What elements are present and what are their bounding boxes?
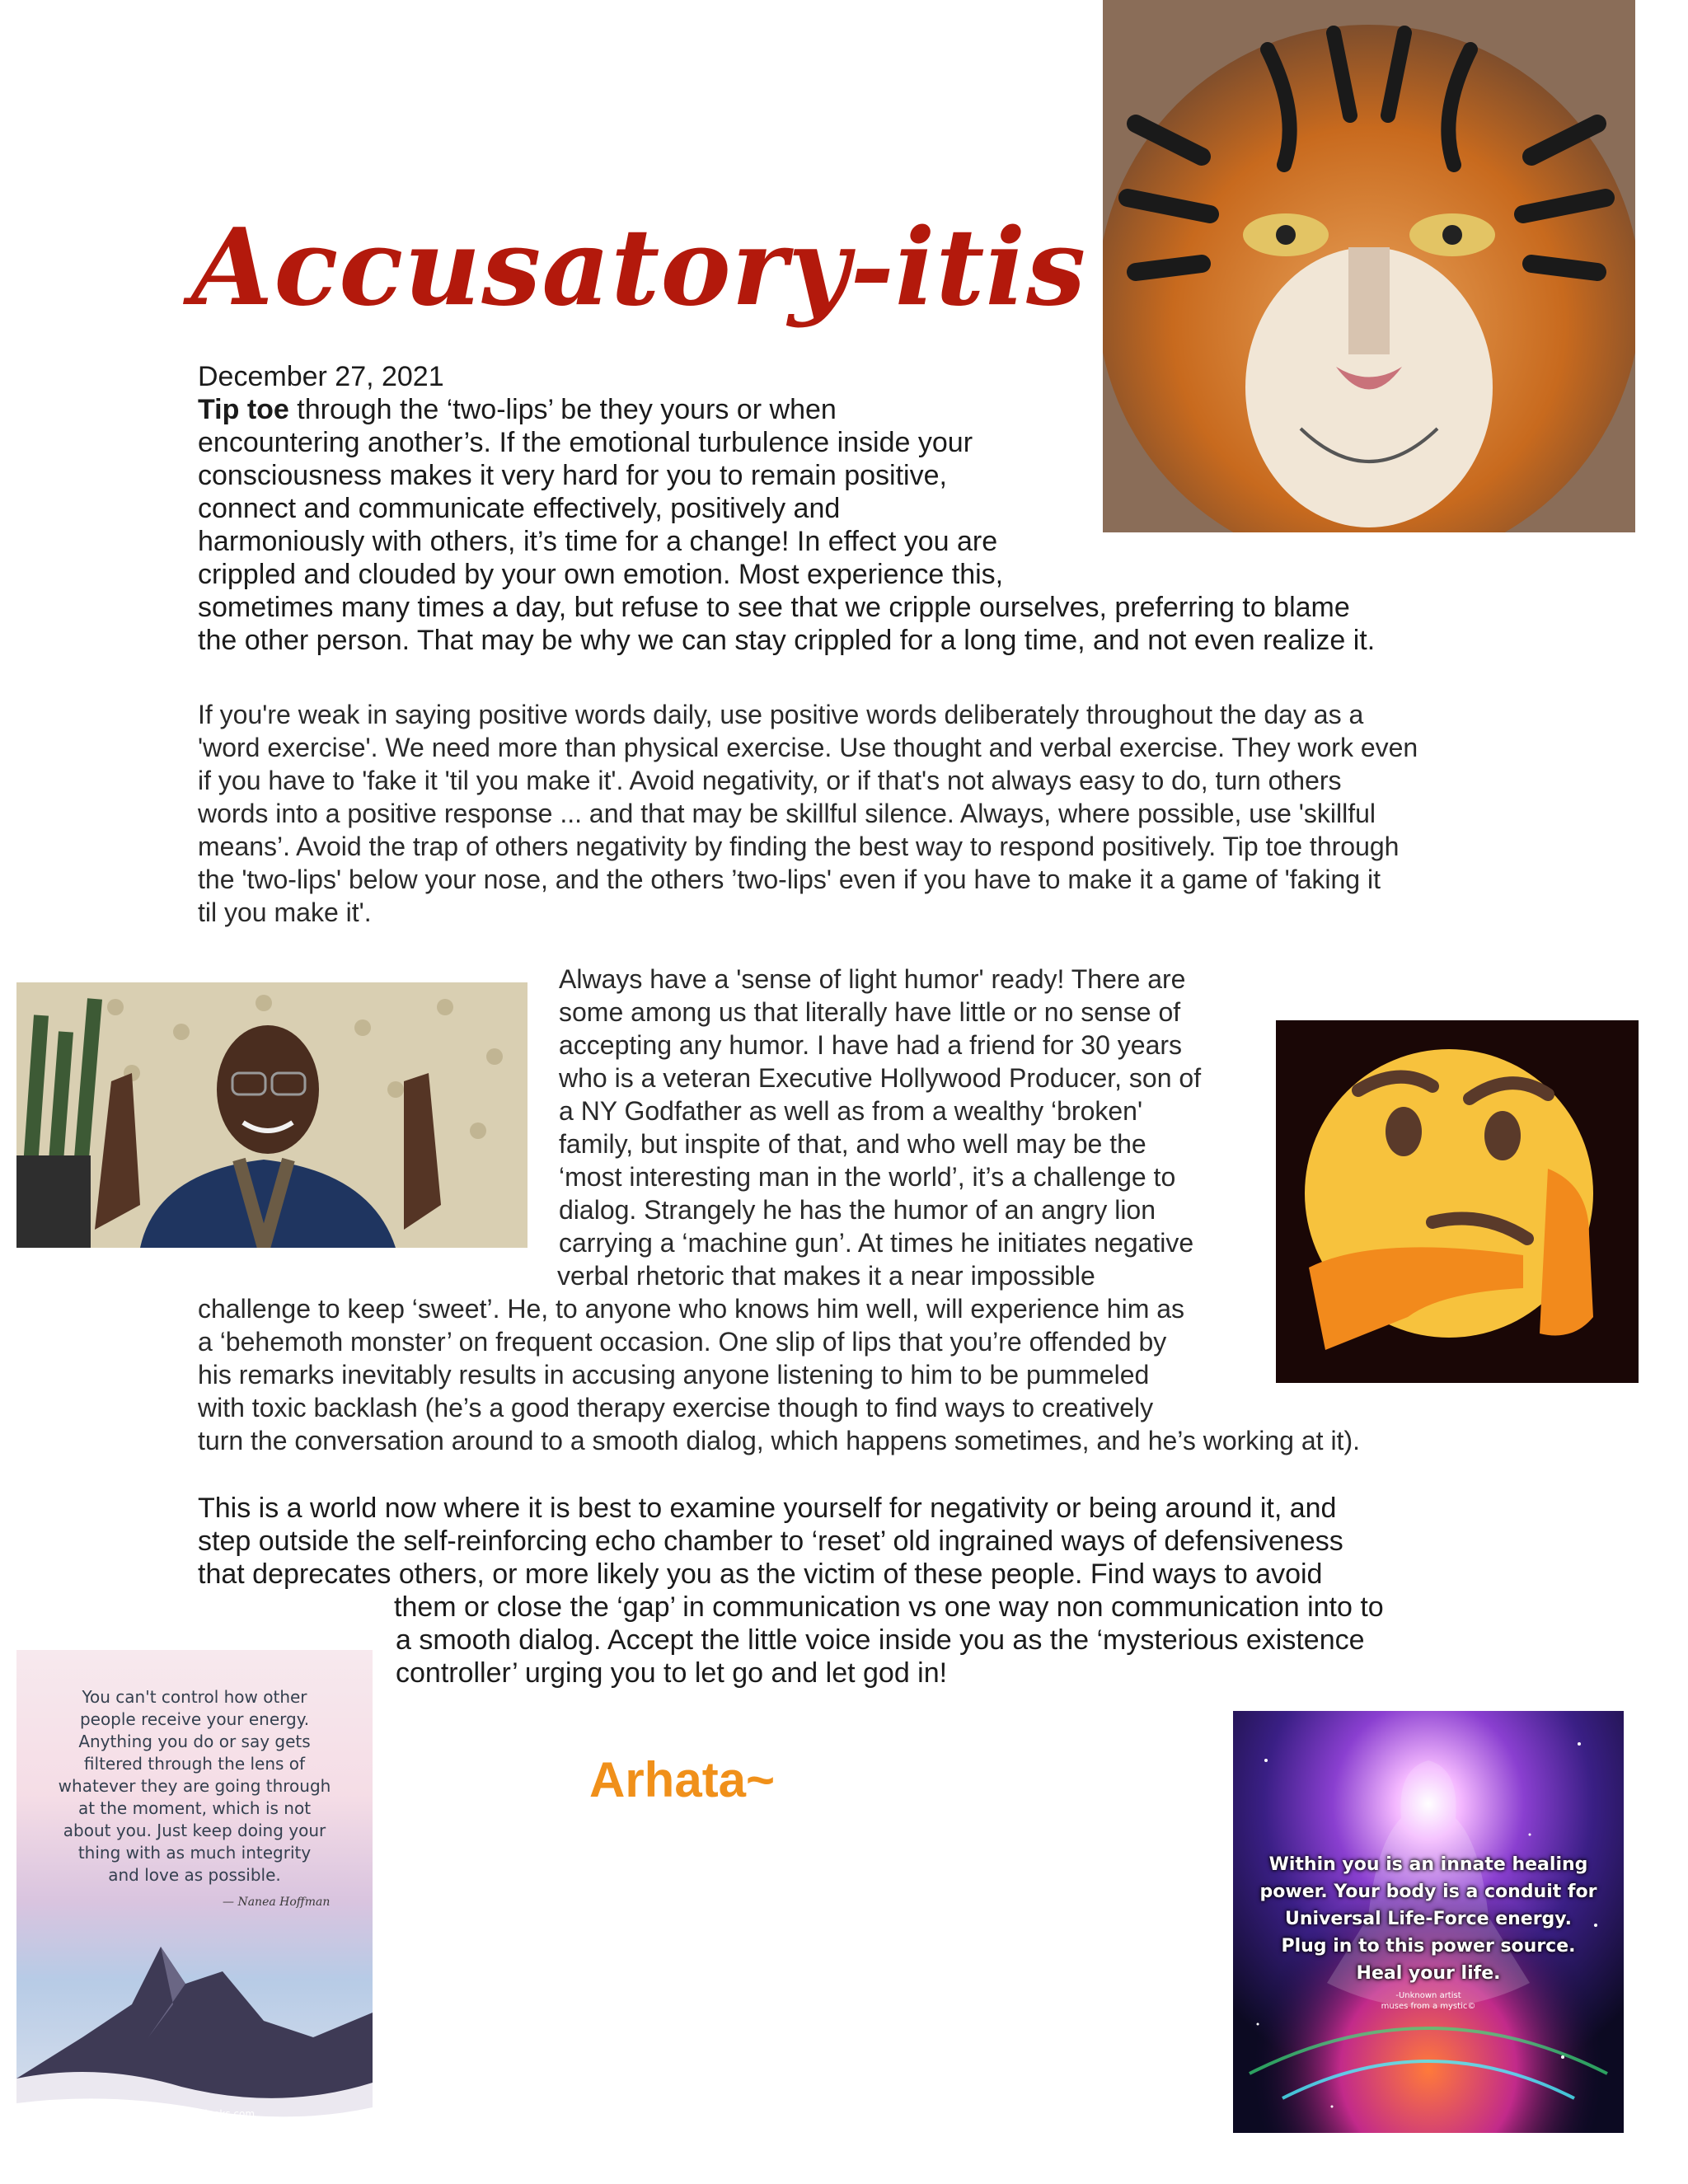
quote-line: You can't control how other <box>82 1687 307 1707</box>
paragraph-line: consciousness makes it very hard for you to remain positive, <box>198 460 947 491</box>
paragraph-line: that deprecates others, or more likely you as the victim of these people. Find ways to avoid <box>198 1558 1323 1590</box>
paragraph-line: connect and communicate effectively, positively and <box>198 493 841 524</box>
paragraph-line: verbal rhetoric that makes it a near impossible <box>557 1261 1095 1291</box>
quote-site: MyPositiveOutlooks.com <box>134 2108 256 2120</box>
paragraph-line: carrying a ‘machine gun’. At times he initiates negative <box>559 1228 1194 1258</box>
paragraph-line: 'word exercise'. We need more than physical exercise. Use thought and verbal exercise. They work even <box>198 733 1418 762</box>
paragraph-line: with toxic backlash (he’s a good therapy exercise though to find ways to creatively <box>198 1393 1154 1422</box>
paragraph-line: harmoniously with others, it’s time for a change! In effect you are <box>198 526 998 557</box>
paragraph-line: his remarks inevitably results in accusing anyone listening to him to be pummeled <box>198 1360 1150 1390</box>
paragraph-line: means’. Avoid the trap of others negativity by finding the best way to respond positively. Tip toe through <box>198 832 1400 861</box>
quote-card <box>16 1650 373 2135</box>
world-paragraph <box>198 1492 1484 1690</box>
signature: Arhata~ <box>589 1752 776 1807</box>
paragraph-line: sometimes many times a day, but refuse to see that we cripple ourselves, preferring to blame <box>198 592 1350 623</box>
word-exercise-paragraph <box>198 698 1484 929</box>
paragraph-line: Tip toe through the ‘two-lips’ be they yours or when <box>198 394 837 425</box>
quote-line: and love as possible. <box>108 1865 281 1885</box>
cosmic-credit: muses from a mystic© <box>1381 2002 1476 2011</box>
paragraph-line: words into a positive response ... and that may be skillful silence. Always, where possible, use 'skillful <box>198 799 1376 828</box>
paragraph-line: a NY Godfather as well as from a wealthy ‘broken' <box>559 1096 1143 1126</box>
cosmic-line: Universal Life-Force energy. <box>1284 1909 1572 1929</box>
paragraph-line: If you're weak in saying positive words daily, use positive words deliberately throughout the day as a <box>198 700 1364 729</box>
paragraph-line: accepting any humor. I have had a friend for 30 years <box>559 1030 1183 1060</box>
cosmic-line: Plug in to this power source. <box>1281 1936 1576 1957</box>
article-date: December 27, 2021 <box>198 361 444 392</box>
paragraph-line: step outside the self-reinforcing echo chamber to ‘reset’ old ingrained ways of defensiveness <box>198 1526 1343 1557</box>
humor-paragraph <box>198 963 1484 1457</box>
paragraph-line: turn the conversation around to a smooth dialog, which happens sometimes, and he’s working at it). <box>198 1426 1360 1455</box>
paragraph-line: crippled and clouded by your own emotion. Most experience this, <box>198 559 1004 590</box>
cosmic-meditation-card <box>1233 1711 1624 2133</box>
cosmic-line: Within you is an innate healing <box>1268 1854 1588 1875</box>
article-title: Accusatory-itis <box>191 206 1087 330</box>
paragraph-line: a ‘behemoth monster’ on frequent occasion. One slip of lips that you’re offended by <box>198 1327 1167 1357</box>
paragraph-line: This is a world now where it is best to examine yourself for negativity or being around it, and <box>198 1493 1337 1524</box>
paragraph-line: the 'two-lips' below your nose, and the others ’two-lips' even if you have to make it a game of 'faking it <box>198 865 1381 894</box>
intro-bold: Tip toe <box>198 394 289 425</box>
quote-line: people receive your energy. <box>79 1709 310 1729</box>
cosmic-line: Heal your life. <box>1356 1963 1501 1984</box>
paragraph-line: controller’ urging you to let go and let god in! <box>396 1657 948 1689</box>
quote-line: filtered through the lens of <box>83 1754 306 1774</box>
paragraph-line: who is a veteran Executive Hollywood Producer, son of <box>559 1063 1202 1093</box>
quote-author: — Nanea Hoffman <box>223 1896 331 1909</box>
cosmic-line: power. Your body is a conduit for <box>1259 1882 1597 1902</box>
quote-line: about you. Just keep doing your <box>63 1821 326 1840</box>
quote-line: thing with as much integrity <box>77 1843 312 1863</box>
paragraph-line: a smooth dialog. Accept the little voice inside you as the ‘mysterious existence <box>396 1624 1365 1656</box>
paragraph-line: family, but inspite of that, and who well may be the <box>559 1129 1146 1159</box>
quote-line: at the moment, which is not <box>77 1798 312 1818</box>
paragraph-line: ‘most interesting man in the world’, it’s a challenge to <box>559 1162 1176 1192</box>
paragraph-line: some among us that literally have little or no sense of <box>559 997 1181 1027</box>
paragraph-line: til you make it'. <box>198 898 372 927</box>
intro-paragraph <box>198 360 1484 657</box>
paragraph-line: the other person. That may be why we can stay crippled for a long time, and not even realize it. <box>198 625 1376 656</box>
quote-line: whatever they are going through <box>58 1776 331 1796</box>
paragraph-line: them or close the ‘gap’ in communication vs one way non communication into to <box>394 1591 1384 1623</box>
paragraph-line: challenge to keep ‘sweet’. He, to anyone who knows him well, will experience him as <box>198 1294 1185 1324</box>
quote-line: Anything you do or say gets <box>78 1732 311 1751</box>
paragraph-line: dialog. Strangely he has the humor of an angry lion <box>559 1195 1156 1225</box>
cosmic-credit: -Unknown artist <box>1395 1991 1461 2000</box>
paragraph-line: encountering another’s. If the emotional turbulence inside your <box>198 427 973 458</box>
paragraph-line: Always have a 'sense of light humor' ready! There are <box>559 964 1186 994</box>
paragraph-line: if you have to 'fake it 'til you make it'. Avoid negativity, or if that's not always easy to do, turn others <box>198 766 1342 795</box>
